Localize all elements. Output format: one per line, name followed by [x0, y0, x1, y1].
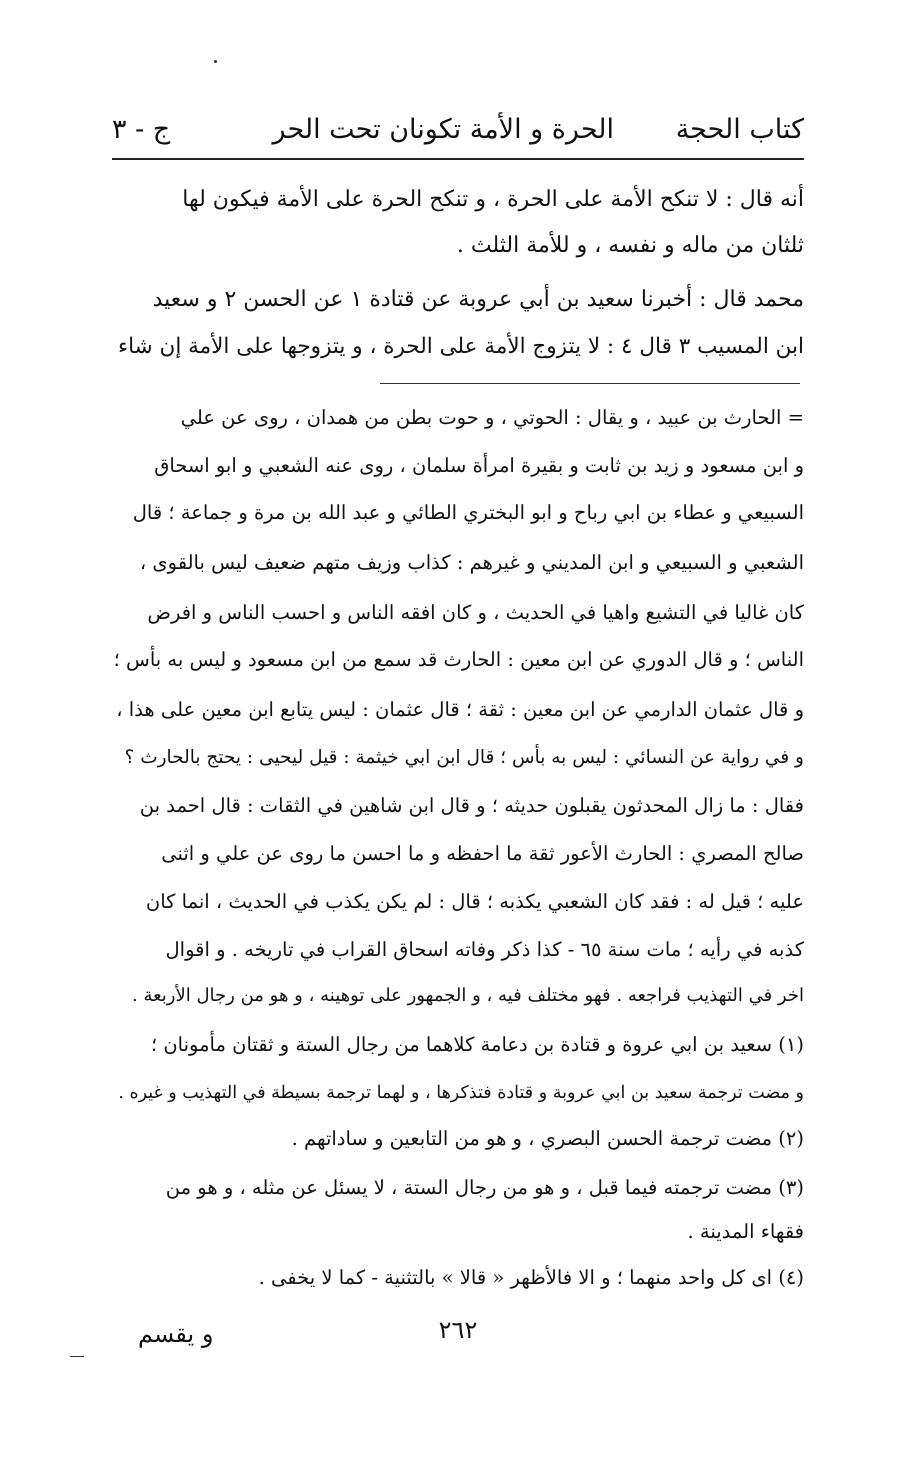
footnote-line: (٤) اى كل واحد منهما ؛ و الا فالأظهر « قالا » بالتثنية - كما لا يخفى . — [258, 1266, 804, 1289]
footnote-line: السبيعي و عطاء بن ابي رباح و ابو البختري الطائي و عبد الله بن مرة و جماعة ؛ قال — [132, 501, 804, 524]
footnote-line: و مضت ترجمة سعيد بن ابي عروبة و قتادة فتذكرها ، و لهما ترجمة بسيطة في التهذيب و غيره . — [118, 1083, 804, 1103]
footnote-line: فقال : ما زال المحدثون يقبلون حديثه ؛ و قال ابن شاهين في الثقات : قال احمد بن — [139, 794, 804, 817]
footnote-line: (١) سعيد بن ابي عروة و قتادة بن دعامة كلاهما من رجال الستة و ثقتان مأمونان ؛ — [150, 1033, 804, 1056]
page-footer — [112, 1312, 804, 1352]
footnote-line: الشعبي و السبيعي و ابن المديني و غيرهم : كذاب وزيف متهم ضعيف ليس بالقوى ، — [139, 551, 804, 574]
catchword: و يقسم — [138, 1320, 214, 1348]
running-header — [112, 108, 804, 154]
footnote-line: الناس ؛ و قال الدوري عن ابن معين : الحارث قد سمع من ابن مسعود و ليس به بأس ؛ — [114, 648, 804, 671]
header-volume: ج - ٣ — [112, 114, 171, 145]
footnote-line: اخر في التهذيب فراجعه . فهو مختلف فيه ، و الجمهور على توهينه ، و هو من رجال الأربعة . — [132, 985, 804, 1006]
footnote-line: (٣) مضت ترجمته فيما قبل ، و هو من رجال الستة ، لا يسئل عن مثله ، و هو من — [165, 1176, 804, 1199]
footnote-line: و ابن مسعود و زيد بن ثابت و بقيرة امرأة سلمان ، روى عنه الشعبي و ابو اسحاق — [154, 454, 804, 477]
footnote-line: و في رواية عن النسائي : ليس به بأس ؛ قال ابن ابي خيثمة : قيل ليحيى : يحتج بالحارث ؟ — [124, 747, 804, 768]
header-book-title: كتاب الحجة — [675, 114, 804, 145]
footnote-separator — [380, 383, 800, 384]
footnote-line: صالح المصري : الحارث الأعور ثقة ما احفظه و ما احسن ما روى عن علي و اثنى — [161, 842, 804, 865]
footnote-line: = الحارث بن عبيد ، و يقال : الحوتي ، و حوت بطن من همدان ، روى عن علي — [180, 406, 804, 429]
ink-speck — [214, 60, 217, 63]
main-text-line: أنه قال : لا تنكح الأمة على الحرة ، و تنكح الحرة على الأمة فيكون لها — [182, 187, 804, 212]
footnote-line: (٢) مضت ترجمة الحسن البصري ، و هو من التابعين و ساداتهم . — [291, 1127, 804, 1150]
footnote-line: فقهاء المدينة . — [687, 1220, 804, 1243]
footnote-line: كذبه في رأيه ؛ مات سنة ٦٥ - كذا ذكر وفاته اسحاق القراب في تاريخه . و اقوال — [165, 938, 804, 961]
footnote-line: و قال عثمان الدارمي عن ابن معين : ثقة ؛ قال عثمان : ليس يتابع ابن معين على هذا ، — [116, 698, 804, 721]
footnote-line: كان غاليا في التشيع واهيا في الحديث ، و كان افقه الناس و احسب الناس و افرض — [147, 601, 804, 624]
main-text-line: محمد قال : أخبرنا سعيد بن أبي عروبة عن قتادة ١ عن الحسن ٢ و سعيد — [152, 287, 804, 312]
ink-mark — [70, 1356, 84, 1357]
main-text-line: ثلثان من ماله و نفسه ، و للأمة الثلث . — [456, 233, 804, 258]
header-rule — [112, 158, 804, 160]
header-chapter-title: الحرة و الأمة تكونان تحت الحر — [272, 114, 614, 145]
main-text-line: ابن المسيب ٣ قال ٤ : لا يتزوج الأمة على الحرة ، و يتزوجها على الأمة إن شاء — [118, 334, 804, 359]
footnote-line: عليه ؛ قيل له : فقد كان الشعبي يكذبه ؛ قال : لم يكن يكذب في الحديث ، انما كان — [145, 890, 804, 913]
page-number: ٢٦٢ — [438, 1316, 478, 1344]
